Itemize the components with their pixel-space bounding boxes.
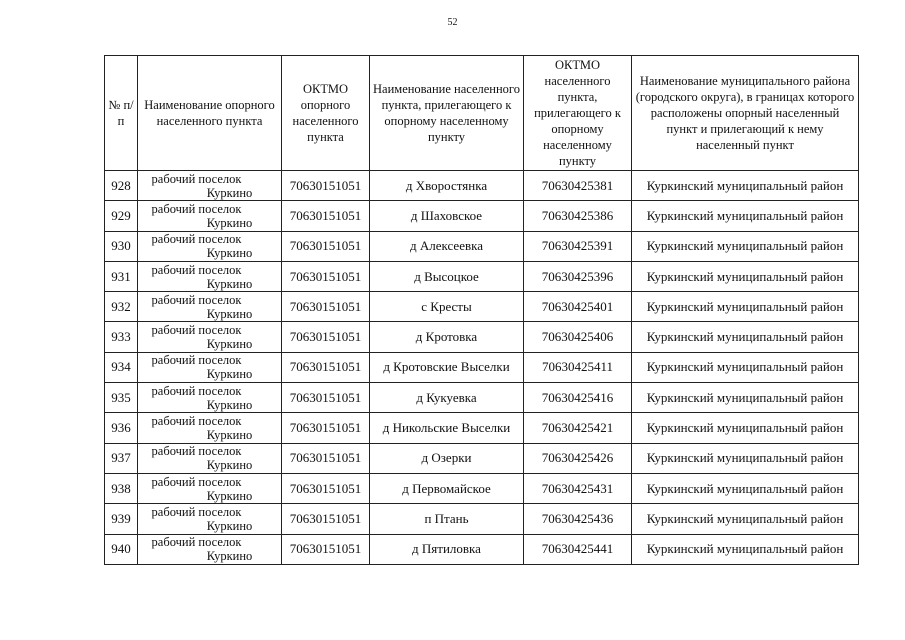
settlement-oktmo-cell: 70630425411 <box>524 352 632 382</box>
table-row <box>105 171 859 201</box>
table-row <box>105 292 859 322</box>
row-number: 931 <box>105 261 138 291</box>
district-cell: Куркинский муниципальный район <box>632 201 859 231</box>
table-header-row <box>105 56 859 171</box>
settlement-oktmo-cell: 70630425441 <box>524 534 632 564</box>
settlement-name-cell: д Алексеевка <box>370 231 524 261</box>
center-name-line-2: Куркино <box>206 185 253 200</box>
center-name-line-1: рабочий поселок <box>151 353 242 368</box>
district-cell: Куркинский муниципальный район <box>632 352 859 382</box>
page-number: 52 <box>447 17 458 28</box>
center-name-line-1: рабочий поселок <box>151 232 242 247</box>
row-number: 934 <box>105 352 138 382</box>
settlement-oktmo-cell: 70630425426 <box>524 443 632 473</box>
center-name-line-2: Куркино <box>206 367 253 382</box>
table-row <box>105 201 859 231</box>
center-name-cell <box>138 261 282 291</box>
settlement-name-cell: д Первомайское <box>370 473 524 503</box>
district-cell: Куркинский муниципальный район <box>632 534 859 564</box>
center-name-line-1: рабочий поселок <box>151 323 242 338</box>
row-number: 940 <box>105 534 138 564</box>
center-name-cell <box>138 231 282 261</box>
settlement-oktmo-cell: 70630425386 <box>524 201 632 231</box>
center-name-cell <box>138 504 282 534</box>
row-number: 933 <box>105 322 138 352</box>
header-district: Наименование муниципального района (городского округа), в границах которого расположены опорный населенный пункт и прилегающий к нему населенный пункт <box>632 56 859 171</box>
settlement-name-cell: с Кресты <box>370 292 524 322</box>
settlement-name-cell: д Хворостянка <box>370 171 524 201</box>
center-name-cell <box>138 292 282 322</box>
center-name-line-2: Куркино <box>206 397 253 412</box>
center-name-cell <box>138 534 282 564</box>
center-name-line-1: рабочий поселок <box>151 383 242 398</box>
settlement-oktmo-cell: 70630425416 <box>524 383 632 413</box>
center-oktmo-cell: 70630151051 <box>282 534 370 564</box>
settlement-oktmo-cell: 70630425381 <box>524 171 632 201</box>
header-num: № п/п <box>105 56 138 171</box>
table-row <box>105 534 859 564</box>
center-name-cell <box>138 352 282 382</box>
district-cell: Куркинский муниципальный район <box>632 322 859 352</box>
center-oktmo-cell: 70630151051 <box>282 352 370 382</box>
center-name-cell <box>138 201 282 231</box>
settlement-oktmo-cell: 70630425431 <box>524 473 632 503</box>
header-settlement-name: Наименование населенного пункта, прилегающего к опорному населенному пункту <box>370 56 524 171</box>
table-row <box>105 383 859 413</box>
center-oktmo-cell: 70630151051 <box>282 504 370 534</box>
settlement-name-cell: д Кротовка <box>370 322 524 352</box>
row-number: 939 <box>105 504 138 534</box>
settlement-name-cell: п Птань <box>370 504 524 534</box>
center-name-line-1: рабочий поселок <box>151 414 242 429</box>
center-name-cell <box>138 171 282 201</box>
center-oktmo-cell: 70630151051 <box>282 473 370 503</box>
district-cell: Куркинский муниципальный район <box>632 171 859 201</box>
center-name-line-2: Куркино <box>206 518 253 533</box>
header-center-oktmo: ОКТМО опорного населенного пункта <box>282 56 370 171</box>
settlement-name-cell: д Озерки <box>370 443 524 473</box>
center-name-line-2: Куркино <box>206 246 253 261</box>
center-name-line-2: Куркино <box>206 488 253 503</box>
center-oktmo-cell: 70630151051 <box>282 413 370 443</box>
row-number: 937 <box>105 443 138 473</box>
table-row <box>105 261 859 291</box>
settlement-name-cell: д Пятиловка <box>370 534 524 564</box>
center-oktmo-cell: 70630151051 <box>282 231 370 261</box>
table-row <box>105 352 859 382</box>
center-name-line-2: Куркино <box>206 215 253 230</box>
settlement-name-cell: д Кукуевка <box>370 383 524 413</box>
center-oktmo-cell: 70630151051 <box>282 201 370 231</box>
district-cell: Куркинский муниципальный район <box>632 473 859 503</box>
district-cell: Куркинский муниципальный район <box>632 292 859 322</box>
center-name-line-2: Куркино <box>206 276 253 291</box>
center-name-cell <box>138 443 282 473</box>
table-row <box>105 504 859 534</box>
center-name-line-2: Куркино <box>206 428 253 443</box>
district-cell: Куркинский муниципальный район <box>632 383 859 413</box>
center-name-line-1: рабочий поселок <box>151 292 242 307</box>
center-name-line-2: Куркино <box>206 306 253 321</box>
center-oktmo-cell: 70630151051 <box>282 261 370 291</box>
center-name-cell <box>138 383 282 413</box>
settlement-name-cell: д Высоцкое <box>370 261 524 291</box>
table-row <box>105 413 859 443</box>
row-number: 929 <box>105 201 138 231</box>
settlement-oktmo-cell: 70630425406 <box>524 322 632 352</box>
center-name-line-1: рабочий поселок <box>151 535 242 550</box>
center-name-line-1: рабочий поселок <box>151 201 242 216</box>
center-name-cell <box>138 473 282 503</box>
settlement-oktmo-cell: 70630425391 <box>524 231 632 261</box>
district-cell: Куркинский муниципальный район <box>632 261 859 291</box>
center-oktmo-cell: 70630151051 <box>282 443 370 473</box>
center-name-line-1: рабочий поселок <box>151 444 242 459</box>
center-name-line-2: Куркино <box>206 549 253 564</box>
center-name-line-2: Куркино <box>206 337 253 352</box>
center-oktmo-cell: 70630151051 <box>282 322 370 352</box>
row-number: 930 <box>105 231 138 261</box>
row-number: 932 <box>105 292 138 322</box>
settlement-name-cell: д Шаховское <box>370 201 524 231</box>
table-row <box>105 322 859 352</box>
center-name-line-1: рабочий поселок <box>151 474 242 489</box>
district-cell: Куркинский муниципальный район <box>632 443 859 473</box>
district-cell: Куркинский муниципальный район <box>632 231 859 261</box>
table-row <box>105 443 859 473</box>
center-name-cell <box>138 413 282 443</box>
center-name-line-1: рабочий поселок <box>151 262 242 277</box>
settlement-oktmo-cell: 70630425421 <box>524 413 632 443</box>
district-cell: Куркинский муниципальный район <box>632 413 859 443</box>
table-row <box>105 473 859 503</box>
settlement-oktmo-cell: 70630425401 <box>524 292 632 322</box>
header-center-name: Наименование опорного населенного пункта <box>138 56 282 171</box>
center-name-line-2: Куркино <box>206 458 253 473</box>
row-number: 936 <box>105 413 138 443</box>
settlement-oktmo-cell: 70630425436 <box>524 504 632 534</box>
center-name-line-1: рабочий поселок <box>151 171 242 186</box>
header-settlement-oktmo: ОКТМО населенного пункта, прилегающего к опорному населенному пункту <box>524 56 632 171</box>
row-number: 935 <box>105 383 138 413</box>
table-row <box>105 231 859 261</box>
district-cell: Куркинский муниципальный район <box>632 504 859 534</box>
center-oktmo-cell: 70630151051 <box>282 292 370 322</box>
row-number: 938 <box>105 473 138 503</box>
settlement-oktmo-cell: 70630425396 <box>524 261 632 291</box>
center-oktmo-cell: 70630151051 <box>282 171 370 201</box>
table-body <box>105 171 859 565</box>
settlement-name-cell: д Кротовские Выселки <box>370 352 524 382</box>
center-oktmo-cell: 70630151051 <box>282 383 370 413</box>
center-name-cell <box>138 322 282 352</box>
center-name-line-1: рабочий поселок <box>151 504 242 519</box>
row-number: 928 <box>105 171 138 201</box>
settlement-name-cell: д Никольские Выселки <box>370 413 524 443</box>
settlements-table <box>104 55 859 565</box>
